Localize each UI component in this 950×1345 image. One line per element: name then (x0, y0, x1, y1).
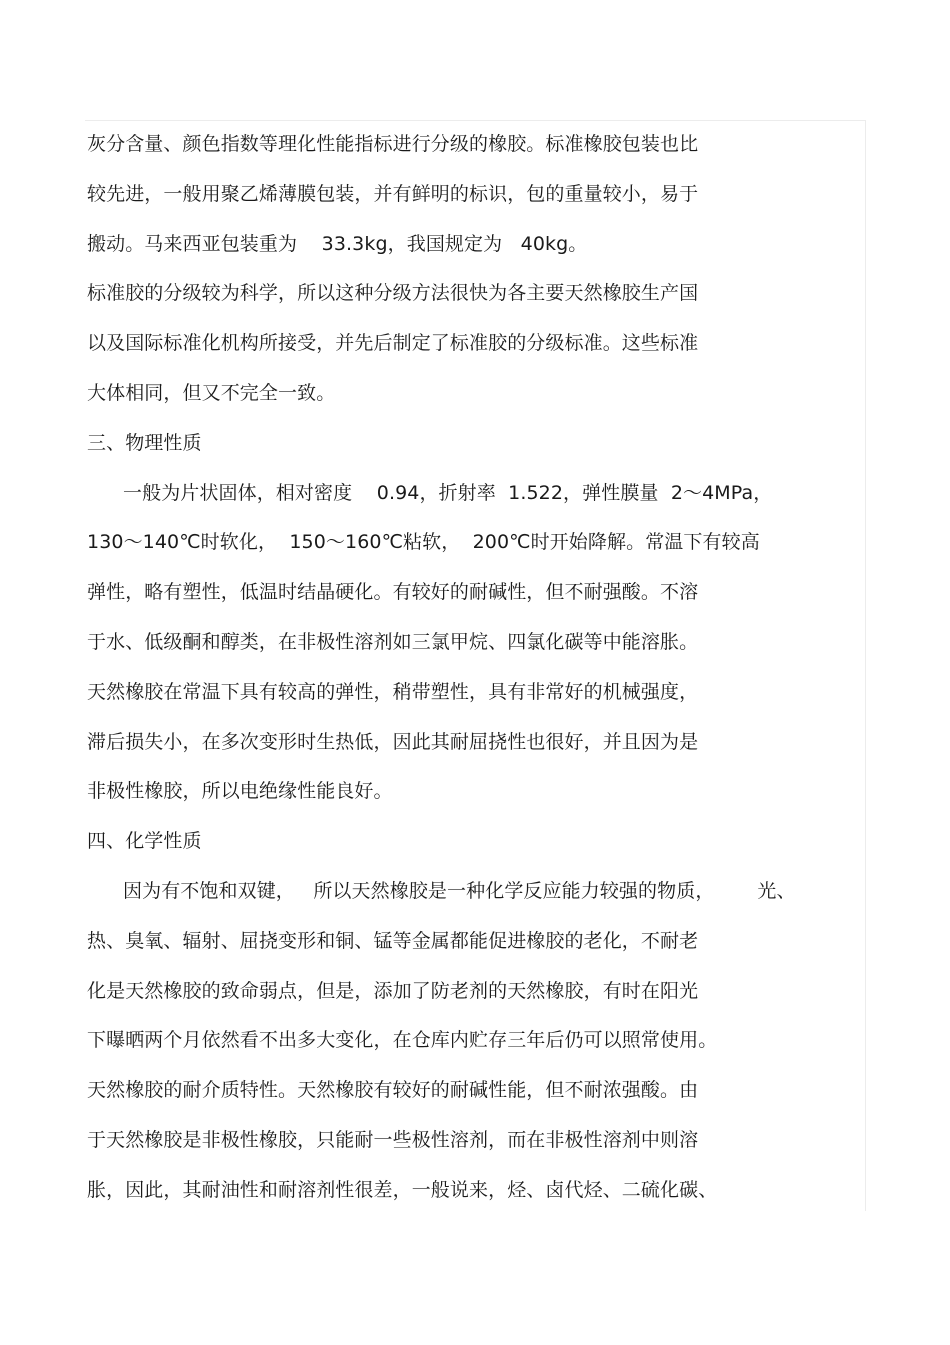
text-line: 标准胶的分级较为科学，所以这种分级方法很快为各主要天然橡胶生产国 (87, 282, 699, 305)
text-line: 以及国际标准化机构所接受，并先后制定了标准胶的分级标准。这些标准 (87, 332, 699, 355)
document-body (87, 120, 877, 1216)
text-line: 滞后损失小，在多次变形时生热低，因此其耐屈挠性也很好，并且因为是 (87, 730, 699, 753)
text-line: 灰分含量、颜色指数等理化性能指标进行分级的橡胶。标准橡胶包装也比 (87, 133, 699, 155)
section-heading: 三、物理性质 (87, 431, 202, 454)
text-line: 天然橡胶的耐介质特性。天然橡胶有较好的耐碱性能，但不耐浓强酸。由 (87, 1079, 699, 1102)
text-line: 化是天然橡胶的致命弱点，但是，添加了防老剂的天然橡胶，有时在阳光 (87, 979, 699, 1002)
section-heading: 四、化学性质 (87, 830, 202, 853)
text-line: 于天然橡胶是非极性橡胶，只能耐一些极性溶剂，而在非极性溶剂中则溶 (87, 1128, 699, 1151)
text-line: 弹性，略有塑性，低温时结晶硬化。有较好的耐碱性，但不耐强酸。不溶 (87, 581, 699, 604)
text-line: 非极性橡胶，所以电绝缘性能良好。 (87, 780, 393, 803)
text-line: 因为有不饱和双键， 所以天然橡胶是一种化学反应能力较强的物质， 光、 (123, 879, 796, 902)
text-line: 较先进，一般用聚乙烯薄膜包装，并有鲜明的标识，包的重量较小，易于 (87, 182, 699, 205)
text-line: 天然橡胶在常温下具有较高的弹性，稍带塑性，具有非常好的机械强度， (87, 680, 699, 703)
text-line: 下曝晒两个月依然看不出多大变化，在仓库内贮存三年后仍可以照常使用。 (87, 1029, 718, 1052)
text-line: 一般为片状固体，相对密度 0.94，折射率 1.522，弹性膜量 2～4MPa， (123, 481, 773, 504)
text-line: 胀，因此，其耐油性和耐溶剂性很差，一般说来，烃、卤代烃、二硫化碳、 (87, 1178, 718, 1201)
text-line: 搬动。马来西亚包装重为 33.3kg，我国规定为 40kg。 (87, 232, 588, 255)
text-line: 大体相同，但又不完全一致。 (87, 381, 336, 404)
text-line: 于水、低级酮和醇类，在非极性溶剂如三氯甲烷、四氯化碳等中能溶胀。 (87, 630, 699, 653)
text-line: 130～140℃时软化， 150～160℃粘软， 200℃时开始降解。常温下有较高 (87, 531, 760, 554)
text-line: 热、臭氧、辐射、屈挠变形和铜、锰等金属都能促进橡胶的老化，不耐老 (87, 929, 699, 952)
